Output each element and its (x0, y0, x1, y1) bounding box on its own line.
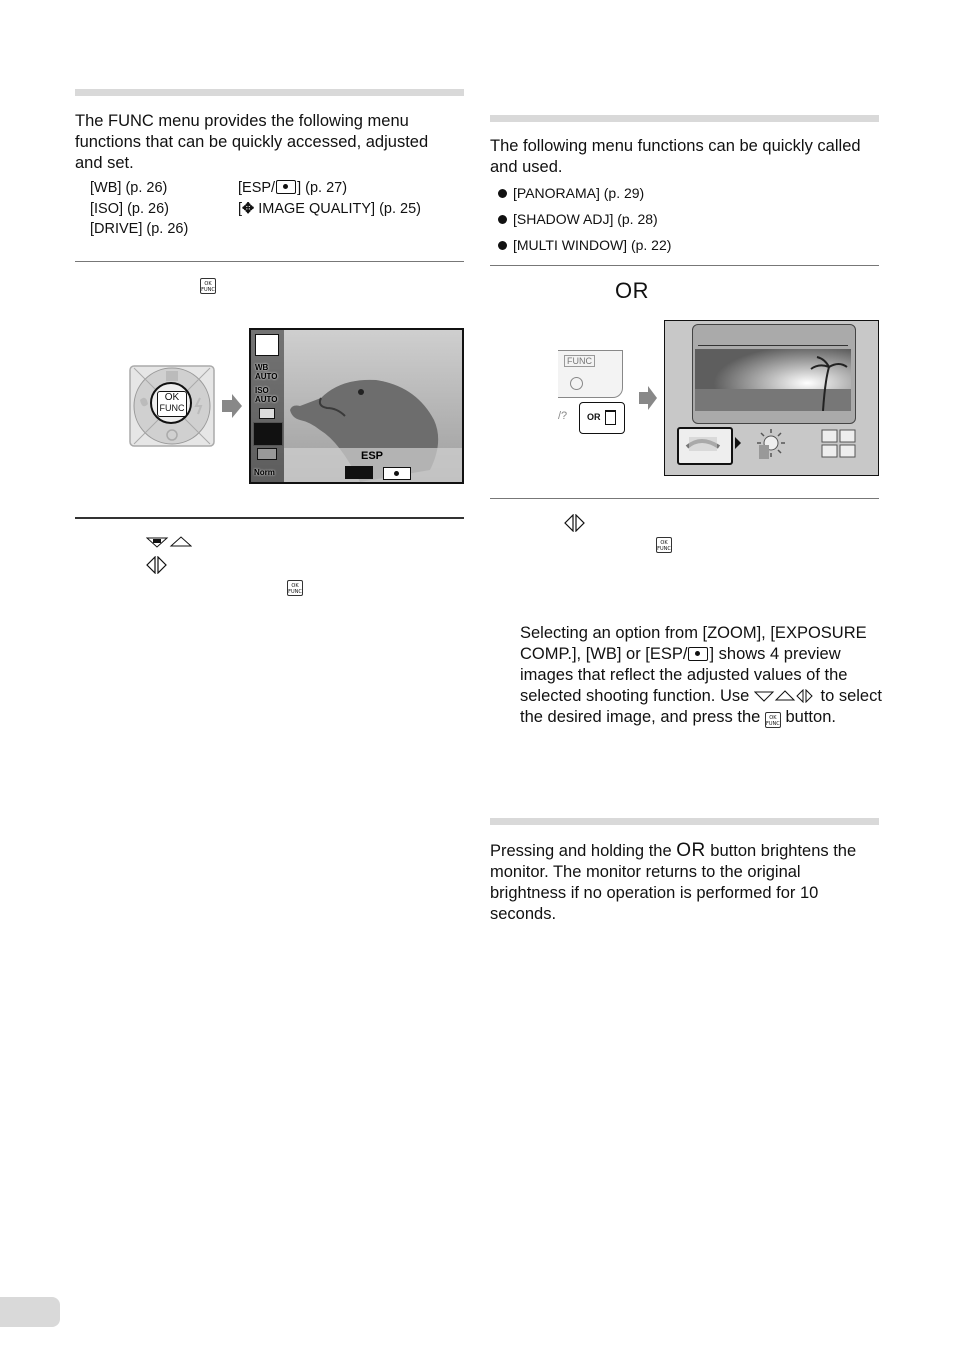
ok-func-key-icon-2: OK FUNC (287, 580, 303, 596)
spot-option (383, 467, 411, 480)
func-item-image-quality (238, 199, 421, 219)
section-band-func-menu (75, 89, 464, 96)
spot-metering-icon-2 (688, 647, 708, 661)
func-menu-intro: The FUNC menu provides the following menu functions that can be quickly accessed, adjusted and set. (75, 112, 429, 172)
image-quality-icon: ✥ (242, 201, 255, 217)
bullet-panorama: [PANORAMA] (p. 29) (498, 184, 644, 202)
arrow-right-icon-2 (637, 384, 659, 412)
func-item-esp-open: [ESP/ (238, 180, 276, 196)
page-tab (0, 1297, 60, 1327)
func-item-iq-rest: IMAGE QUALITY] (p. 25) (254, 201, 421, 217)
image-size-icon (257, 448, 277, 460)
func-item-drive: [DRIVE] (p. 26) (90, 221, 189, 237)
divider-left-2 (75, 517, 464, 519)
iso-auto-label: ISO AUTO (255, 386, 278, 404)
camera-back-illustration (558, 350, 626, 436)
esp-label: ESP (361, 450, 384, 462)
shortcut-monitor-screen (664, 320, 879, 476)
sunset-photo (695, 349, 851, 411)
ok-label: OK (164, 392, 180, 403)
or-button-heading: OR (615, 278, 649, 303)
arrow-right-icon (220, 392, 244, 420)
divider-left-1 (75, 261, 464, 262)
func-item-esp (238, 178, 347, 198)
func-item-iq-open: [ (238, 201, 243, 217)
func-monitor-screen (249, 328, 464, 484)
shadow-adj-icon (753, 427, 793, 461)
ok-func-key-icon: OK FUNC (200, 278, 216, 294)
spot-metering-icon (276, 180, 296, 194)
ok-func-button[interactable] (150, 382, 192, 424)
panorama-option-selected (677, 427, 733, 465)
norm-label: Norm (254, 468, 275, 477)
func-small-label: FUNC (564, 355, 595, 367)
ok-func-key-icon-4: OK FUNC (765, 712, 781, 728)
ok-func-key-icon-3: OK FUNC (656, 537, 672, 553)
or-inline-label: OR (676, 840, 706, 861)
bullet-shadow-adj: [SHADOW ADJ] (p. 28) (498, 210, 658, 228)
selected-func-box (253, 422, 283, 446)
wb-auto-label: WB AUTO (255, 363, 278, 381)
divider-right-2 (490, 498, 879, 499)
help-icon: /? (558, 410, 568, 422)
arrow-keys-icon (754, 689, 816, 703)
func-item-wb: [WB] (p. 26) (90, 180, 168, 196)
func-item-esp-close: ] (p. 27) (297, 180, 348, 196)
or-button-illustration[interactable] (579, 402, 625, 434)
preview-note: Selecting an option from [ZOOM], [EXPOSURE COMP.], [WB] or [ESP/ ] shows 4 preview images that reflect the adjusted values of the selected shooting function. Use to select the desired image, and press the OK FUNC button. (520, 624, 882, 727)
preview-window (692, 324, 856, 424)
up-down-arrow-keys-icon (146, 536, 192, 548)
brighten-text: Pressing and holding the OR button brightens the monitor. The monitor returns to the original brightness if no operation is performed for 10 seconds. (490, 840, 857, 923)
multi-window-icon (821, 429, 857, 459)
chevron-right-icon (735, 437, 741, 449)
func-item-iso: [ISO] (p. 26) (90, 201, 169, 217)
func-mode-box (255, 334, 279, 356)
trash-icon (605, 410, 616, 425)
self-timer-icon (570, 377, 583, 390)
left-right-arrow-keys-icon-2 (564, 514, 586, 532)
or-small-label: OR (587, 412, 601, 422)
esp-option-selected (345, 466, 373, 479)
bullet-multi-window: [MULTI WINDOW] (p. 22) (498, 236, 671, 254)
drive-icon (259, 408, 275, 419)
divider-right-1 (490, 265, 879, 266)
left-right-arrow-keys-icon (146, 556, 168, 574)
func-button-illustration (558, 350, 623, 398)
section-band-brighten (490, 818, 879, 825)
shortcut-intro: The following menu functions can be quickly called and used. (490, 137, 861, 176)
section-band-shortcut (490, 115, 879, 122)
func-label: FUNC (159, 403, 185, 413)
